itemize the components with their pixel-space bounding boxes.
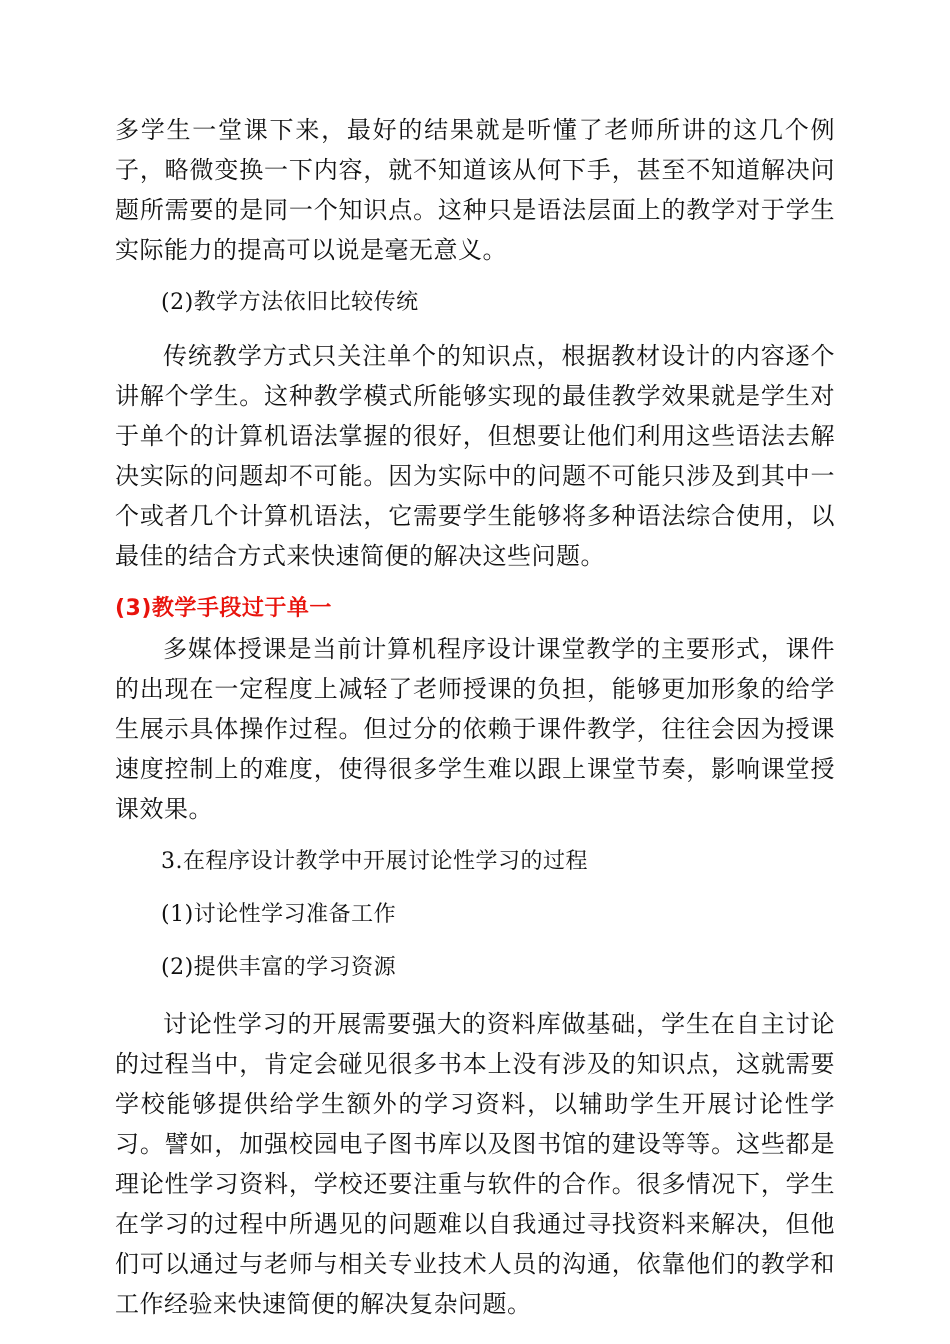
subheading-learning-resources: (2)提供丰富的学习资源	[161, 955, 397, 980]
subheading-preparation: (1)讨论性学习准备工作	[161, 902, 397, 927]
section-heading-discussion-process: 3.在程序设计教学中开展讨论性学习的过程	[161, 849, 588, 874]
subheading-teaching-method: (2)教学方法依旧比较传统	[161, 290, 419, 315]
paragraph-continuation: 多学生一堂课下来，最好的结果就是听懂了老师所讲的这几个例子，略微变换一下内容，就不知道该从何下手，甚至不知道解决问题所需要的是同一个知识点。这种只是语法层面上的教学对于学生实际能力的提高可以说是毫无意义。	[115, 116, 835, 264]
document-page	[115, 110, 835, 1324]
paragraph-resources: 讨论性学习的开展需要强大的资料库做基础，学生在自主讨论的过程当中，肯定会碰见很多书本上没有涉及的知识点，这就需要学校能够提供给学生额外的学习资料，以辅助学生开展讨论性学习。譬如，加强校园电子图书库以及图书馆的建设等等。这些都是理论性学习资料，学校还要注重与软件的合作。很多情况下，学生在学习的过程中所遇见的问题难以自我通过寻找资料来解决，但他们可以通过与老师与相关专业技术人员的沟通，依靠他们的教学和工作经验来快速简便的解决复杂问题。	[115, 1010, 835, 1318]
paragraph-traditional-method: 传统教学方式只关注单个的知识点，根据教材设计的内容逐个讲解个学生。这种教学模式所能够实现的最佳教学效果就是学生对于单个的计算机语法掌握的很好，但想要让他们利用这些语法去解决实际的问题却不可能。因为实际中的问题不可能只涉及到其中一个或者几个计算机语法，它需要学生能够将多种语法综合使用，以最佳的结合方式来快速简便的解决这些问题。	[115, 342, 835, 570]
paragraph-multimedia: 多媒体授课是当前计算机程序设计课堂教学的主要形式，课件的出现在一定程度上减轻了老师授课的负担，能够更加形象的给学生展示具体操作过程。但过分的依赖于课件教学，往往会因为授课速度控制上的难度，使得很多学生难以跟上课堂节奏，影响课堂授课效果。	[115, 635, 835, 823]
subheading-teaching-means: (3)教学手段过于单一	[115, 596, 332, 621]
